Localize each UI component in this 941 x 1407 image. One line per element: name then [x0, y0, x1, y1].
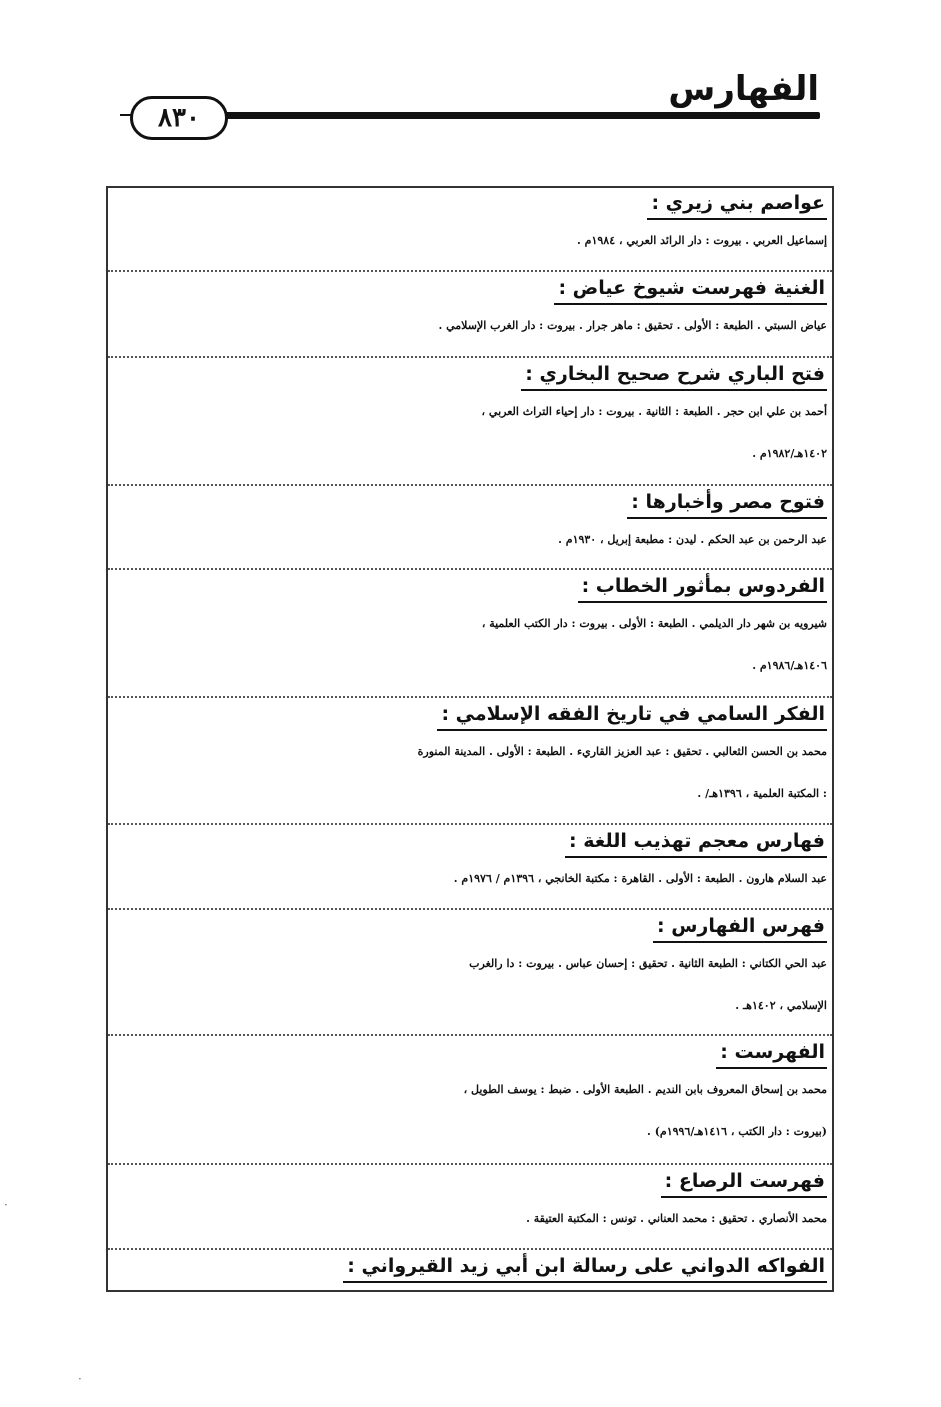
entry-line: شيرويه بن شهر دار الديلمي . الطبعة : الأولى . بيروت : دار الكتب العلمية ، [481, 617, 827, 630]
index-entry [107, 571, 835, 687]
entry-line: عبد الرحمن بن عبد الحكم . ليدن : مطبعة إبريل ، ١٩٣٠م . [558, 533, 827, 546]
entry-line: ١٤٠٢هـ/١٩٨٢م . [752, 447, 827, 460]
index-entry [107, 699, 835, 815]
entry-title: عواصم بني زيري : [647, 188, 827, 220]
entry-title: الفهرست : [716, 1037, 827, 1069]
scan-speck: · [78, 1372, 82, 1386]
entry-line: عبد الحي الكتاني : الطبعة الثانية . تحقيق : إحسان عباس . بيروت : دا رالغرب [469, 957, 827, 970]
entry-line: محمد الأنصاري . تحقيق : محمد العناني . تونس : المكتبة العتيقة . [526, 1212, 827, 1225]
entry-title: فهرست الرصاع : [661, 1166, 827, 1198]
entry-title: فتوح مصر وأخبارها : [627, 487, 827, 519]
entry-title: الفكر السامي في تاريخ الفقه الإسلامي : [437, 699, 827, 731]
index-entry [107, 273, 835, 347]
index-entry [107, 1037, 835, 1153]
entry-line: محمد بن الحسن الثعالبي . تحقيق : عبد العزيز القاريء . الطبعة : الأولى . المدينة المنورة [417, 745, 827, 758]
entry-title: الغنية فهرست شيوخ عياض : [554, 273, 827, 305]
index-entry [107, 826, 835, 900]
entry-title: الفواكه الدواني على رسالة ابن أبي زيد القيرواني : [343, 1251, 827, 1283]
entry-line: : المكتبة العلمية ، ١٣٩٦هـ/ . [697, 787, 827, 800]
entry-line: عياض السبتي . الطبعة : الأولى . تحقيق : ماهر جرار . بيروت : دار الغرب الإسلامي . [438, 319, 827, 332]
index-entry [107, 1166, 835, 1240]
entry-divider [108, 356, 832, 358]
index-entry [107, 188, 835, 262]
entry-divider [108, 1163, 832, 1165]
entry-divider [108, 1248, 832, 1250]
entry-title: فتح الباري شرح صحيح البخاري : [521, 359, 827, 391]
entry-line: الإسلامي ، ١٤٠٢هـ . [735, 999, 827, 1012]
page-header [0, 0, 941, 160]
entry-title: الفردوس بمأثور الخطاب : [578, 571, 827, 603]
header-rule-thick [205, 112, 820, 119]
entry-divider [108, 823, 832, 825]
entry-line: أحمد بن علي ابن حجر . الطبعة : الثانية . بيروت : دار إحياء التراث العربي ، [481, 405, 827, 418]
entry-divider [108, 908, 832, 910]
entry-divider [108, 696, 832, 698]
entry-divider [108, 568, 832, 570]
entry-title: فهرس الفهارس : [653, 911, 827, 943]
index-entry [107, 487, 835, 561]
page-title: الفهارس [668, 69, 819, 109]
entry-divider [108, 270, 832, 272]
entry-line: عبد السلام هارون . الطبعة : الأولى . القاهرة : مكتبة الخانجي ، ١٣٩٦م / ١٩٧٦م . [453, 872, 827, 885]
index-entry [107, 911, 835, 1027]
entry-line: إسماعيل العربي . بيروت : دار الرائد العربي ، ١٩٨٤م . [576, 234, 827, 247]
entry-divider [108, 1034, 832, 1036]
page-number: ٨٣٠ [130, 96, 228, 140]
entry-line: محمد بن إسحاق المعروف بابن النديم . الطبعة الأولى . ضبط : يوسف الطويل ، [463, 1083, 827, 1096]
entry-divider [108, 484, 832, 486]
index-entry [107, 1251, 835, 1283]
entry-line: ١٤٠٦هـ/١٩٨٦م . [752, 659, 827, 672]
index-entry [107, 359, 835, 475]
scan-speck: · [4, 1198, 8, 1212]
entry-line: (بيروت : دار الكتب ، ١٤١٦هـ/١٩٩٦م) . [647, 1125, 827, 1138]
entry-title: فهارس معجم تهذيب اللغة : [565, 826, 827, 858]
